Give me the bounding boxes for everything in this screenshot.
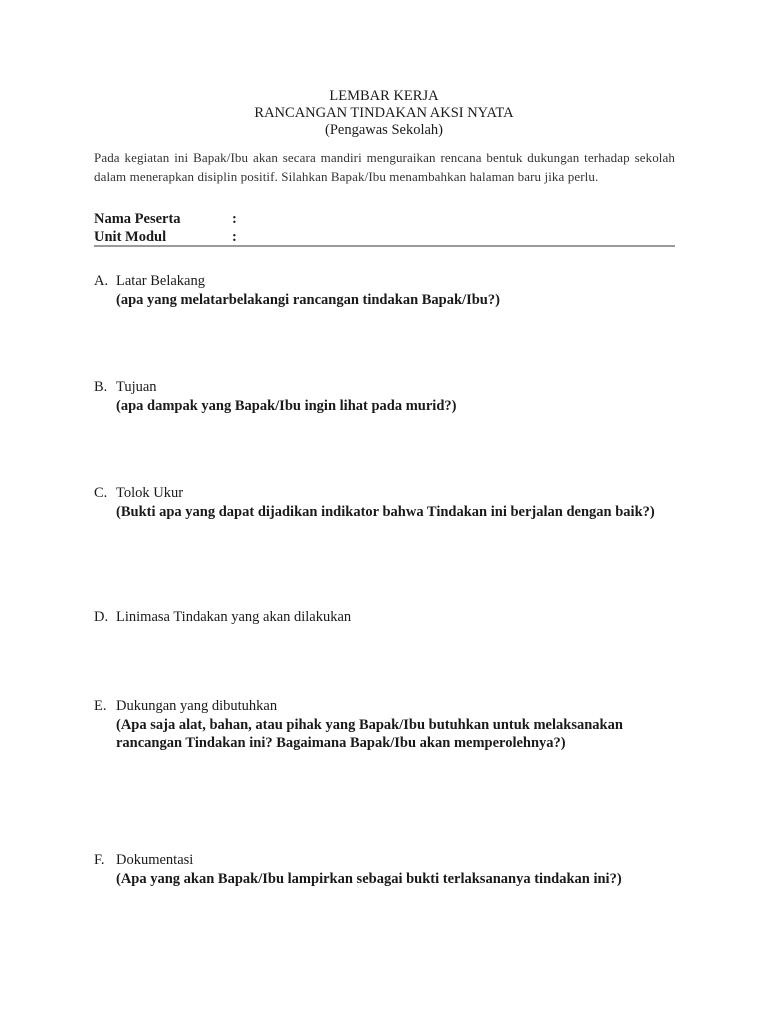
section-description: (Bukti apa yang dapat dijadikan indikator bahwa Tindakan ini berjalan dengan baik?) [116,503,655,520]
section-description: (Apa yang akan Bapak/Ibu lampirkan sebagai bukti terlaksananya tindakan ini?) [116,870,622,887]
section-linimasa [94,608,675,627]
section-description: (apa dampak yang Bapak/Ibu ingin lihat pada murid?) [116,397,457,414]
section-letter: F. [94,852,105,868]
section-title: Linimasa Tindakan yang akan dilakukan [116,609,352,625]
unit-modul-colon: : [232,229,237,245]
nama-peserta-colon: : [232,211,237,227]
header-divider [94,245,675,247]
section-title: Tujuan [116,379,157,395]
section-description: (apa yang melatarbelakangi rancangan tindakan Bapak/Ibu?) [116,291,500,308]
document-audience: (Pengawas Sekolah) [325,122,443,138]
section-letter: E. [94,698,107,714]
section-latar-belakang [94,272,675,309]
field-unit-modul [94,228,237,246]
document-subtitle: RANCANGAN TINDAKAN AKSI NYATA [254,105,514,121]
section-letter: A. [94,273,109,289]
section-description: (Apa saja alat, bahan, atau pihak yang Bapak/Ibu butuhkan untuk melaksanakan rancangan Tindakan ini? Bagaimana Bapak/Ibu akan memperolehnya?) [116,716,623,751]
section-title: Latar Belakang [116,273,205,289]
field-nama-peserta [94,210,237,228]
section-tolok-ukur [94,484,675,521]
section-dukungan [94,697,675,753]
nama-peserta-label: Nama Peserta [94,211,181,227]
unit-modul-label: Unit Modul [94,229,167,245]
section-title: Dokumentasi [116,852,194,868]
section-tujuan [94,378,675,415]
document-header [0,88,768,139]
section-dokumentasi [94,851,675,888]
document-title: LEMBAR KERJA [329,88,439,104]
section-letter: D. [94,609,109,625]
intro-paragraph: Pada kegiatan ini Bapak/Ibu akan secara mandiri menguraikan rencana bentuk dukungan terhadap sekolah dalam menerapkan disiplin positif. Silahkan Bapak/Ibu menambahkan halaman baru jika perlu. [94,150,675,184]
section-letter: C. [94,485,108,501]
section-title: Tolok Ukur [116,485,184,501]
section-title: Dukungan yang dibutuhkan [116,698,278,714]
section-letter: B. [94,379,108,395]
